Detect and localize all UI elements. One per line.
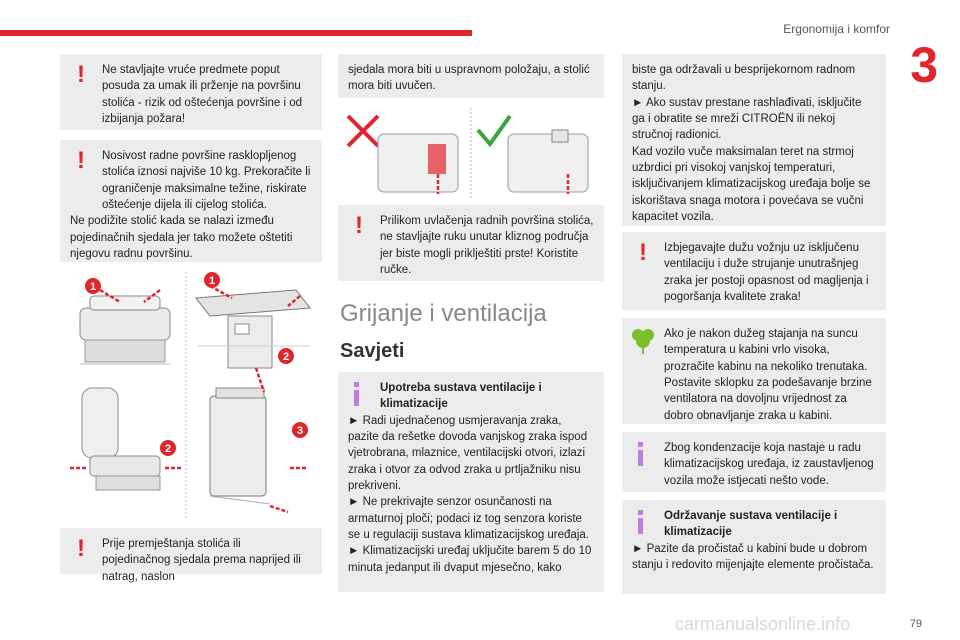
warning-icon: ! [639,239,647,266]
warning-icon: ! [77,61,85,88]
warning-box-seat-move [60,528,322,583]
callout-2-seat [160,440,176,456]
svg-text:2: 2 [282,351,290,363]
warning-text: Nosivost radne površine rasklopljenog stolića iznosi najviše 10 kg. Prekoračite li ograničenje maksimalne težine, riskirate oštećenje dijela ili cijelog stolića. [102,150,311,211]
svg-text:2: 2 [164,443,172,455]
info-box-ventilation [338,372,604,592]
info-box-continued [622,54,886,226]
eco-text: Ako je nakon dužeg stajanja na suncu temperatura u kabini vrlo visoka, prozračite kabinu na nekoliko trenutaka. Postavite sklopku za podešavanje brzine ventilatora na dovoljnu vrijednost za dobro obnavljanje zraka u kabini. [664,328,872,422]
seat-folded-drawing [80,296,170,364]
callout-1-table [204,272,220,288]
header-title: Ergonomija i komfor [783,22,890,36]
info-icon [632,508,654,536]
info-text: Kad vozilo vuče maksimalan teret na strmoj uzbrdici pri visokoj vanjskoj temperaturi, isključivanjem klimatizacijskog uređaja bolje se iskorištava snaga motora i povećava se vučni kapacitet vozila. [632,145,871,223]
callout-2-table [278,348,294,364]
info-text: ► Ako sustav prestane rashlađivati, isključite ga i obratite se mreži CITROËN ili nekoj stručnoj radionici. [632,96,862,142]
warning-text: Ne podižite stolić kada se nalazi između pojedinačnih sjedala jer tako možete oštetiti njegovu radnu površinu. [70,215,293,260]
warning-box-air-quality [622,232,886,310]
info-text: ► Ne prekrivajte senzor osunčanosti na armaturnoj ploči; podaci iz tog senzora koriste se u regulaciji sustava klimatizacijskog uređaja. [348,496,589,541]
eco-leaf-icon [632,326,654,354]
info-title: Održavanje sustava ventilacije i klimatizacije [664,510,838,539]
info-text: ► Pazite da pročistač u kabini bude u dobrom stanju i redovito mijenjajte elemente pročistača. [632,542,874,571]
table-retract-wrong-drawing [378,134,458,194]
warning-text: sjedala mora biti u uspravnom položaju, a stolić mora biti uvučen. [348,64,590,93]
table-seat-illustration [60,268,322,523]
table-retract-correct-drawing [508,130,588,194]
seat-drawing [82,388,160,490]
svg-text:3: 3 [296,425,304,437]
section-title: Grijanje i ventilacija [340,300,547,327]
page-number: 79 [909,618,922,630]
info-icon [348,380,370,408]
table-closed-drawing [210,388,270,504]
svg-text:1: 1 [89,281,97,293]
table-retract-illustration [338,104,604,204]
warning-box-fingers [338,205,604,281]
watermark: carmanualsonline.info [675,614,851,634]
warning-icon: ! [77,147,85,174]
chapter-number: 3 [910,37,938,93]
info-text: ► Radi ujednačenog usmjeravanja zraka, pazite da rešetke dovoda vanjskog zraka ispod vjetrobrana, mlaznice, ventilacijski otvori, izlazi zraka i otvor za odvod zraka u prtljažniku nisu prekriveni. [348,414,588,492]
info-box-maintenance [622,500,886,594]
warning-box-hot-objects [60,54,322,130]
warning-box-load [60,140,322,262]
info-box-condensation [622,432,886,492]
info-text: biste ga održavali u besprijekornom radnom stanju. [632,64,856,93]
warning-icon: ! [77,535,85,562]
warning-text: Prije premještanja stolića ili pojedinačnog sjedala prema naprijed ili natrag, naslon [102,538,301,583]
callout-1-seat [85,278,101,294]
warning-box-continued [338,54,604,98]
info-icon [632,440,654,468]
info-text: Zbog kondenzacije koja nastaje u radu klimatizacijskog uređaja, iz zaustavljenog vozila može istjecati nešto vode. [664,442,874,487]
callout-3-table [292,422,308,438]
warning-text: Izbjegavajte dužu vožnju uz isključenu ventilaciju i duže strujanje unutrašnjeg zraka jer postoji opasnost od magljenja i pogoršanja kvalitete zraka! [664,242,869,303]
wrong-icon [348,116,378,146]
subsection-title: Savjeti [340,340,405,362]
warning-text: Prilikom uvlačenja radnih površina stolića, ne stavljajte ruku unutar kliznog područja jer biste mogli priklještiti prste! Koristite ručke. [380,215,594,276]
warning-icon: ! [355,212,363,239]
svg-text:1: 1 [208,275,216,287]
header-accent-bar [0,30,472,36]
info-text: ► Klimatizacijski uređaj uključite barem 5 do 10 minuta jedanput ili dvaput mjesečno, kako [348,545,592,574]
warning-text: Ne stavljajte vruće predmete poput posuda za umak ili prženje na površinu stolića - rizik od oštećenja površine i od izbijanja požara! [102,64,303,125]
correct-icon [478,116,510,144]
eco-box-hot-cabin [622,318,886,424]
info-title: Upotreba sustava ventilacije i klimatizacije [380,382,542,411]
